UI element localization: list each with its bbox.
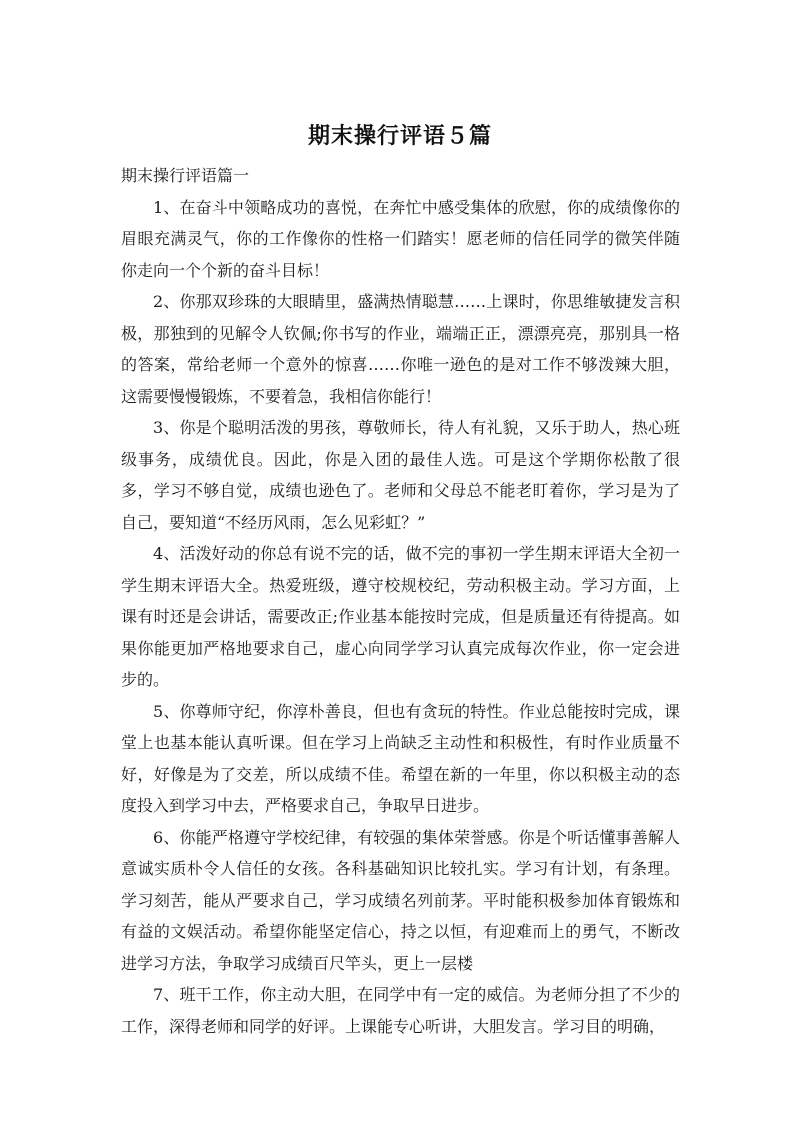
- comment-paragraph-7: 7、班干工作，你主动大胆，在同学中有一定的威信。为老师分担了不少的工作，深得老师和同学的好评。上课能专心听讲，大胆发言。学习目的明确，: [121, 985, 680, 1036]
- comment-paragraph-5: 5、你尊师守纪，你淳朴善良，但也有贪玩的特性。作业总能按时完成，课堂上也基本能认真听课。但在学习上尚缺乏主动性和积极性，有时作业质量不好，好像是为了交差，所以成绩不佳。希望在新的一年里，你以积极主动的态度投入到学习中去，严格要求自己，争取早日进步。: [121, 701, 680, 815]
- comment-paragraph-6: 6、你能严格遵守学校纪律，有较强的集体荣誉感。你是个听话懂事善解人意诚实质朴令人信任的女孩。各科基础知识比较扎实。学习有计划，有条理。学习刻苦，能从严要求自己，学习成绩名列前茅。平时能积极参加体育锻炼和有益的文娱活动。希望你能坚定信心，持之以恒，有迎难而上的勇气，不断改进学习方法，争取学习成绩百尺竿头，更上一层楼: [121, 827, 680, 973]
- comment-paragraph-3: 3、你是个聪明活泼的男孩，尊敬师长，待人有礼貌，又乐于助人，热心班级事务，成绩优良。因此，你是入团的最佳人选。可是这个学期你松散了很多，学习不够自觉，成绩也逊色了。老师和父母总不能老盯着你，学习是为了自己，要知道“不经历风雨，怎么见彩虹？”: [121, 418, 680, 532]
- section-heading: 期末操行评语篇一: [121, 166, 250, 185]
- document-title: 期末操行评语５篇: [307, 124, 492, 149]
- comment-paragraph-2: 2、你那双珍珠的大眼睛里，盛满热情聪慧……上课时，你思维敏捷发言积极，那独到的见解令人钦佩;你书写的作业，端端正正，漂漂亮亮，那别具一格的答案，常给老师一个意外的惊喜……你唯一逊色的是对工作不够泼辣大胆，这需要慢慢锻炼，不要着急，我相信你能行！: [121, 292, 680, 406]
- document-body: [121, 160, 680, 1042]
- comment-paragraph-1: 1、在奋斗中领略成功的喜悦，在奔忙中感受集体的欣慰，你的成绩像你的眉眼充满灵气，你的工作像你的性格一们踏实！愿老师的信任同学的微笑伴随你走向一个个新的奋斗目标！: [121, 197, 680, 280]
- comment-paragraph-4: 4、活泼好动的你总有说不完的话，做不完的事初一学生期末评语大全初一学生期末评语大全。热爱班级，遵守校规校纪，劳动积极主动。学习方面，上课有时还是会讲话，需要改正;作业基本能按时完成，但是质量还有待提高。如果你能更加严格地要求自己，虚心向同学学习认真完成每次作业，你一定会进步的。: [121, 544, 680, 689]
